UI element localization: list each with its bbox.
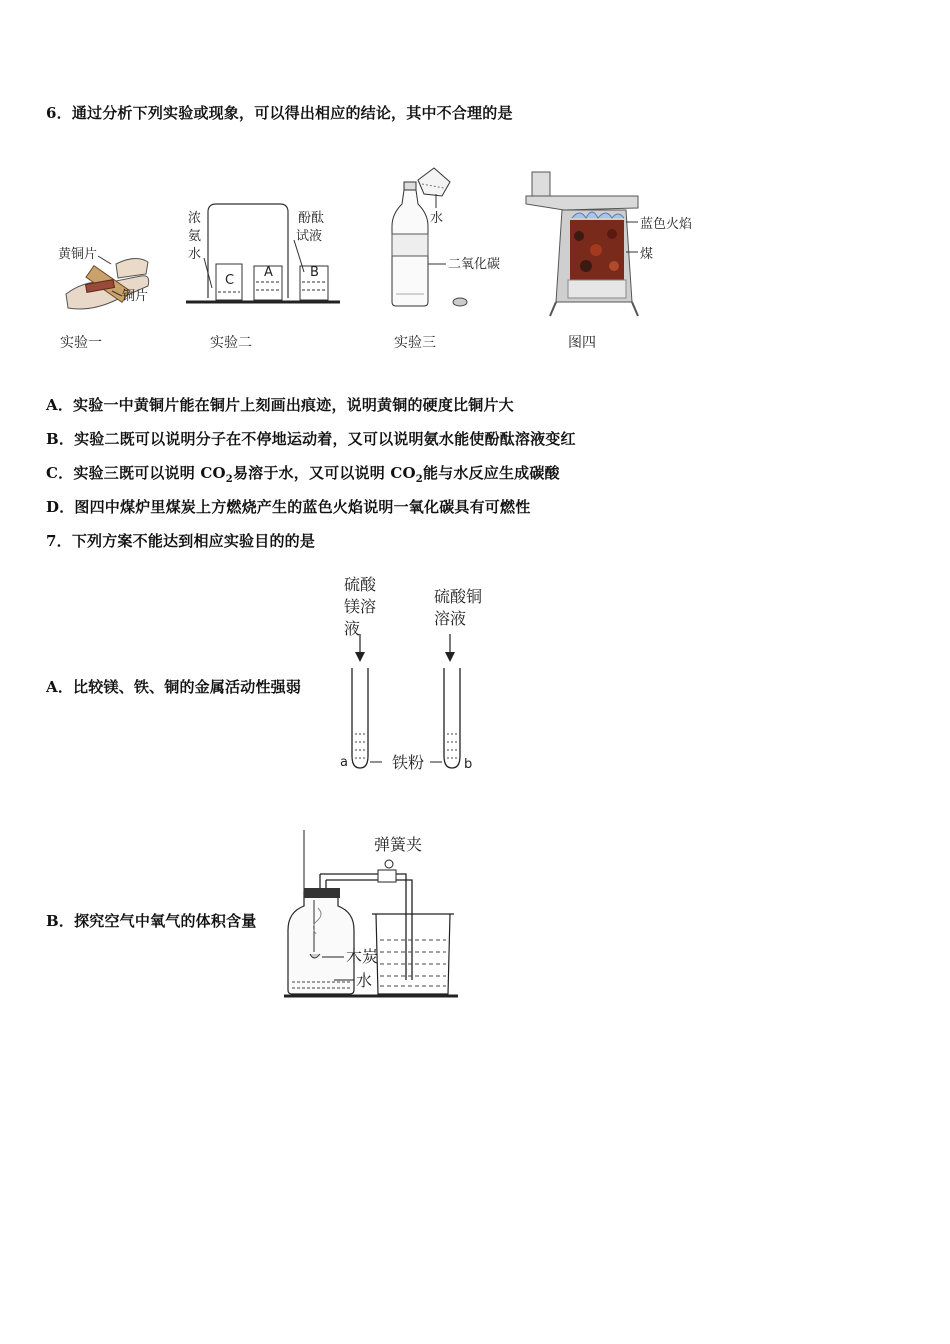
mgso4-label-3: 液 [344, 619, 361, 638]
label-water: 水 [430, 211, 444, 226]
label-ammonia-2: 氨 [188, 229, 202, 244]
label-copper: 铜片 [122, 289, 149, 304]
q7-option-b: B．探究空气中氧气的体积含量 [46, 912, 257, 930]
q6-option-a: A．实验一中黄铜片能在铜片上刻画出痕迹，说明黄铜的硬度比铜片大 [46, 396, 514, 414]
q6-stem: 6．通过分析下列实验或现象，可以得出相应的结论，其中不合理的是 [46, 104, 513, 122]
q6-option-c-suffix: 能与水反应生成碳酸 [422, 464, 560, 482]
iron-label: 铁粉 [392, 753, 425, 772]
q6-option-c [46, 462, 560, 485]
cuso4-label-1: 硫酸铜 [434, 587, 483, 606]
mgso4-label-1: 硫酸 [344, 575, 377, 594]
q7-stem: 7．下列方案不能达到相应实验目的的是 [46, 532, 316, 550]
beaker-a-label: A [264, 265, 273, 280]
q6-option-c-mid: 易溶于水，又可以说明 CO [232, 464, 416, 482]
q7b-figure [284, 830, 474, 1000]
label-brass: 黄铜片 [58, 247, 98, 262]
mgso4-label-2: 镁溶 [344, 597, 377, 616]
label-ammonia-3: 水 [188, 247, 202, 262]
tube-b-label: b [464, 757, 473, 772]
q6-option-c-sub2: 2 [415, 474, 423, 485]
q6-option-c-sub1: 2 [225, 474, 233, 485]
label-phenol-1: 酚酞 [298, 211, 325, 226]
exp1-labels [56, 234, 176, 314]
exp2-caption: 实验二 [210, 335, 252, 351]
clamp-label: 弹簧夹 [374, 835, 423, 854]
label-flame: 蓝色火焰 [640, 217, 693, 232]
exp3-caption: 实验三 [394, 335, 436, 351]
cuso4-label-2: 溶液 [434, 609, 467, 628]
q6-option-b: B．实验二既可以说明分子在不停地运动着，又可以说明氨水能使酚酞溶液变红 [46, 430, 576, 448]
exp2-labels [186, 196, 356, 316]
label-coal: 煤 [640, 247, 654, 262]
exp3-labels [384, 154, 524, 314]
q7a-figure [336, 572, 506, 772]
q7-option-a: A．比较镁、铁、铜的金属活动性强弱 [46, 678, 302, 696]
label-ammonia-1: 浓 [188, 211, 202, 226]
beaker-b-label: B [310, 265, 319, 280]
exp1-caption: 实验一 [60, 335, 102, 351]
q6-option-d: D．图四中煤炉里煤炭上方燃烧产生的蓝色火焰说明一氧化碳具有可燃性 [46, 498, 531, 516]
label-co2: 二氧化碳 [448, 257, 501, 272]
charcoal-label: 木炭 [346, 947, 379, 966]
beaker-c-label: C [225, 273, 235, 288]
water-label: 水 [356, 971, 373, 990]
label-phenol-2: 试液 [296, 229, 323, 244]
tube-a-label: a [340, 755, 348, 770]
fig4-caption: 图四 [568, 335, 596, 351]
q6-option-c-prefix: C．实验三既可以说明 CO [46, 464, 226, 482]
fig4-labels [524, 170, 704, 330]
